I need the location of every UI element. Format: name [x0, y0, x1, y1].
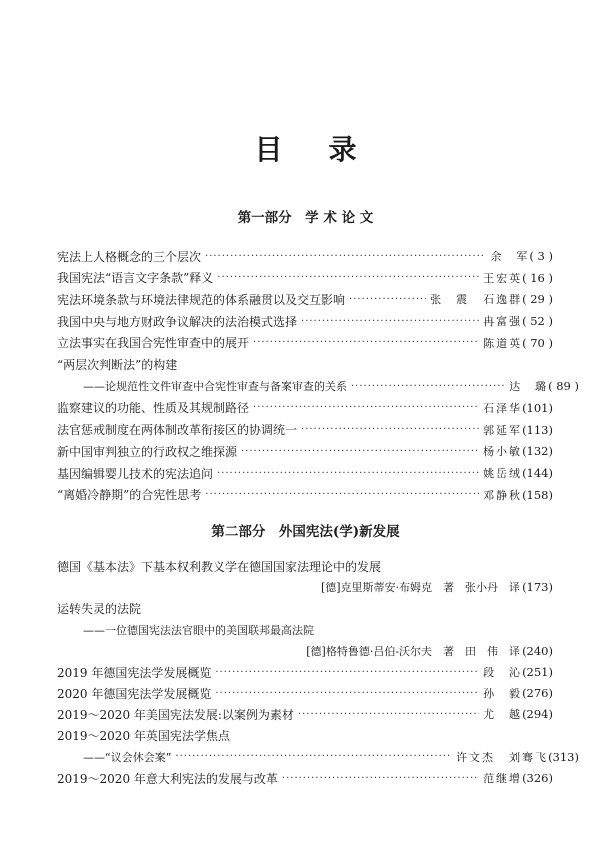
- toc-entry-page: (158): [522, 487, 553, 502]
- toc-entry-page: (173): [522, 580, 553, 595]
- dot-leader: [253, 337, 479, 348]
- toc-entry: [57, 246, 553, 266]
- toc-entry-page: ( 29 ): [522, 292, 553, 307]
- toc-entry-page: ( 3 ): [529, 249, 553, 263]
- toc-entry-title: 监察建议的功能、性质及其规制路径: [57, 401, 250, 416]
- toc-entry: [57, 420, 553, 440]
- toc-entry-title: 我国中央与地方财政争议解决的法治模式选择: [57, 314, 298, 329]
- toc-entry: [57, 355, 553, 375]
- dot-leader: [351, 381, 505, 392]
- toc-entry-title: 新中国审判独立的行政权之维探源: [57, 444, 238, 459]
- toc-entry-title: 宪法上人格概念的三个层次: [57, 249, 202, 264]
- toc-entry: [57, 726, 553, 746]
- dot-leader: [217, 272, 479, 283]
- dot-leader: [215, 667, 479, 678]
- toc-entry-page: (251): [522, 665, 553, 679]
- toc-entry: [57, 398, 553, 418]
- toc-entry: [57, 289, 553, 309]
- dot-leader: [282, 773, 479, 784]
- toc-entry-author: 段 沁: [483, 666, 523, 679]
- toc-entry: [57, 620, 579, 640]
- toc-entry-title: [德]克里斯蒂安·布姆克 著 张小丹 译: [320, 581, 521, 595]
- toc-entry-page: (144): [522, 466, 553, 480]
- toc-entry-page: (132): [522, 444, 553, 459]
- toc-entry: [57, 747, 579, 767]
- toc-entry-author: 郭延军: [483, 423, 523, 437]
- toc-entry-page: (313): [548, 749, 579, 764]
- toc-entry-title: 宪法环境条款与环境法律规范的体系融贯以及交互影响: [57, 292, 346, 307]
- toc-entry-author: 杨小敏: [483, 445, 523, 459]
- dot-leader: [205, 489, 479, 500]
- dot-leader: [217, 468, 479, 479]
- toc-entry: [57, 704, 553, 724]
- toc-entry-title: ——一位德国宪法法官眼中的美国联邦最高法院: [83, 623, 314, 637]
- dot-leader: [241, 446, 479, 457]
- toc-entry-page: ( 70 ): [522, 335, 553, 350]
- dot-leader: [175, 751, 452, 762]
- toc-entry-page: ( 89 ): [548, 379, 579, 394]
- toc-entry-title: 基因编辑婴儿技术的宪法追问: [57, 466, 214, 481]
- toc-entry: [57, 598, 553, 618]
- dot-leader: [215, 688, 479, 699]
- toc-entry-author: 许文杰: [456, 750, 496, 764]
- toc-entry: [57, 463, 553, 483]
- toc-entry-page: (101): [522, 400, 553, 415]
- toc-entry-author: 刘骞飞: [509, 750, 549, 764]
- toc-entry-title: ——论规范性文件审查中合宪性审查与备案审查的关系: [83, 380, 347, 394]
- toc-entry-page: (326): [522, 771, 553, 785]
- toc-entry: [57, 268, 553, 288]
- dot-leader: [349, 294, 426, 305]
- toc-entry-author: 王宏英: [483, 271, 523, 285]
- toc-entry-author: 范继增: [483, 772, 523, 785]
- title-char-2: 录: [328, 133, 357, 166]
- dot-leader: [301, 316, 479, 327]
- part1-heading: 第一部分 学 术 论 文: [237, 210, 374, 226]
- toc-entry: [57, 485, 553, 505]
- toc-entry: [57, 641, 553, 661]
- toc-entry-title: 德国《基本法》下基本权利教义学在德国国家法理论中的发展: [57, 559, 382, 574]
- toc-entry-author: 孙 毅: [483, 687, 523, 701]
- toc-entry-author: 尤 越: [483, 708, 523, 722]
- toc-entry: [57, 577, 553, 597]
- toc-entry-author: 石泽华: [483, 401, 523, 415]
- dot-leader: [301, 424, 479, 435]
- toc-entry-page: ( 16 ): [522, 270, 553, 285]
- toc-entry-page: (113): [522, 422, 553, 437]
- toc-entry-title: [德]格特鲁德·吕伯-沃尔夫 著 田 伟 译: [306, 644, 521, 658]
- toc-entry-page: ( 52 ): [522, 314, 553, 329]
- toc-entry-author: 达 璐: [509, 380, 549, 394]
- page-title: [0, 128, 611, 168]
- toc-entry-title: 我国宪法“语言文字条款”释义: [57, 271, 214, 286]
- toc-entry-title: 法官惩戒制度在两体制改革衔接区的协调统一: [57, 423, 298, 438]
- title-char-1: 目: [254, 133, 283, 166]
- dot-leader: [205, 251, 486, 262]
- dot-leader: [298, 709, 479, 720]
- toc-entry: [57, 311, 553, 331]
- toc-entry-author: 张 震: [430, 293, 470, 307]
- toc-entry-title: 2019～2020 年美国宪法发展:以案例为素材: [57, 707, 294, 722]
- toc-entry-title: 2019～2020 年意大利宪法的发展与改革: [57, 771, 278, 786]
- part2-heading: 第二部分 外国宪法(学)新发展: [211, 524, 400, 540]
- toc-entry-author: 陈道英: [483, 336, 523, 350]
- toc-entry-title: 运转失灵的法院: [57, 601, 142, 616]
- toc-entry-author: 冉富强: [483, 315, 523, 329]
- toc-entry: [57, 768, 553, 788]
- toc-entry-page: (276): [522, 686, 553, 701]
- toc-entry: [57, 683, 553, 703]
- toc-entry-title: “离婚冷静期”的合宪性思考: [57, 488, 202, 503]
- toc-entry: [57, 662, 553, 682]
- toc-entry: [57, 333, 553, 353]
- toc-entry-title: 2019～2020 年英国宪法学焦点: [57, 729, 230, 744]
- toc-entry-author: 邓静秋: [483, 488, 523, 502]
- toc-entry-title: 2020 年德国宪法学发展概览: [57, 686, 212, 701]
- toc-entry-author: 姚岳绒: [483, 467, 523, 480]
- toc-entry-title: 2019 年德国宪法学发展概览: [57, 665, 212, 680]
- dot-leader: [253, 402, 479, 413]
- toc-entry-page: (294): [522, 707, 553, 722]
- toc-entry-author: 余 军: [490, 250, 530, 263]
- toc-entry-title: ——“议会休会案”: [83, 750, 172, 764]
- toc-entry: [57, 441, 553, 461]
- toc-entry: [57, 376, 579, 396]
- toc-entry: [57, 556, 553, 576]
- toc-entry-title: “两层次判断法”的构建: [57, 358, 178, 372]
- toc-entry-author: 石逸群: [483, 293, 523, 307]
- toc-entry-page: (240): [522, 643, 553, 658]
- toc-entry-title: 立法事实在我国合宪性审查中的展开: [57, 336, 250, 351]
